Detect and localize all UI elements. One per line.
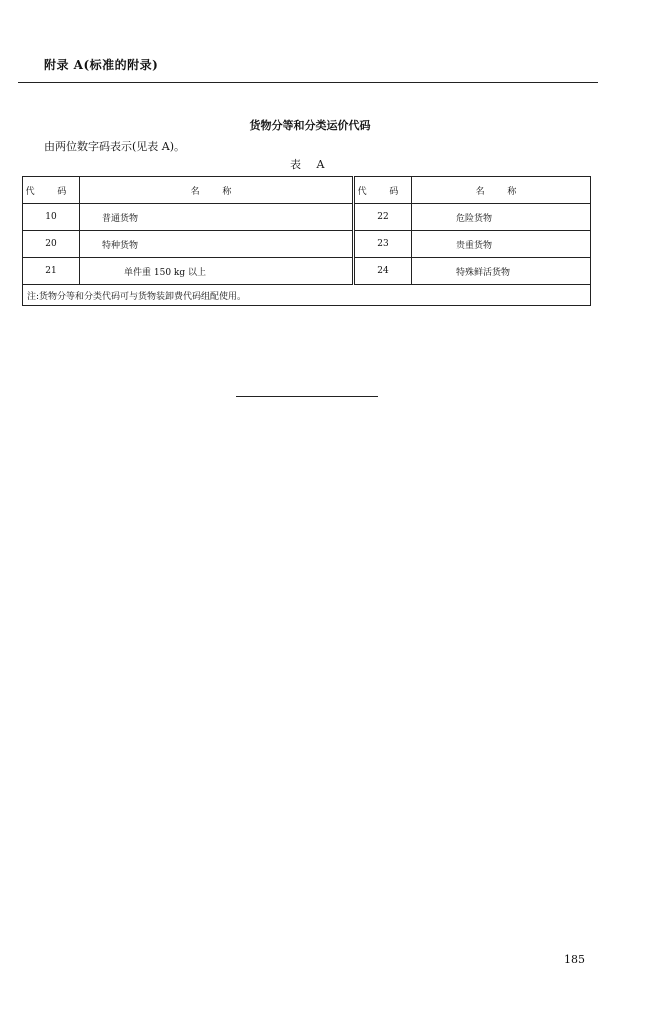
row-code: 23: [354, 231, 412, 258]
table-row: [23, 204, 591, 231]
header-code-1: 代 码: [23, 177, 80, 204]
header-name-1: 名 称: [80, 177, 354, 204]
table-note-row: [23, 285, 591, 306]
section-title: 货物分等和分类运价代码: [249, 119, 371, 132]
row-name: 贵重货物: [412, 231, 591, 258]
row-code: 10: [23, 204, 80, 231]
row-code: 22: [354, 204, 412, 231]
row-name: 普通货物: [80, 204, 354, 231]
code-table: [22, 176, 591, 306]
table-header-row: [23, 177, 591, 204]
row-code: 21: [23, 258, 80, 285]
row-code: 24: [354, 258, 412, 285]
intro-text: 由两位数字码表示(见表 A)。: [44, 140, 186, 153]
table-row: [23, 258, 591, 285]
row-name: 特殊鲜活货物: [412, 258, 591, 285]
table-caption: 表 A: [290, 158, 331, 171]
end-rule: [236, 396, 378, 397]
row-name: 危险货物: [412, 204, 591, 231]
header-name-2: 名 称: [412, 177, 591, 204]
page-number: 185: [564, 953, 585, 966]
row-code: 20: [23, 231, 80, 258]
header-rule: [18, 82, 598, 83]
appendix-header: 附录 A(标准的附录): [44, 58, 159, 72]
header-code-2: 代 码: [354, 177, 412, 204]
table-note: 注:货物分等和分类代码可与货物装卸费代码组配使用。: [23, 285, 591, 306]
row-name: 特种货物: [80, 231, 354, 258]
table-row: [23, 231, 591, 258]
row-name: 单件重 150 kg 以上: [80, 258, 354, 285]
